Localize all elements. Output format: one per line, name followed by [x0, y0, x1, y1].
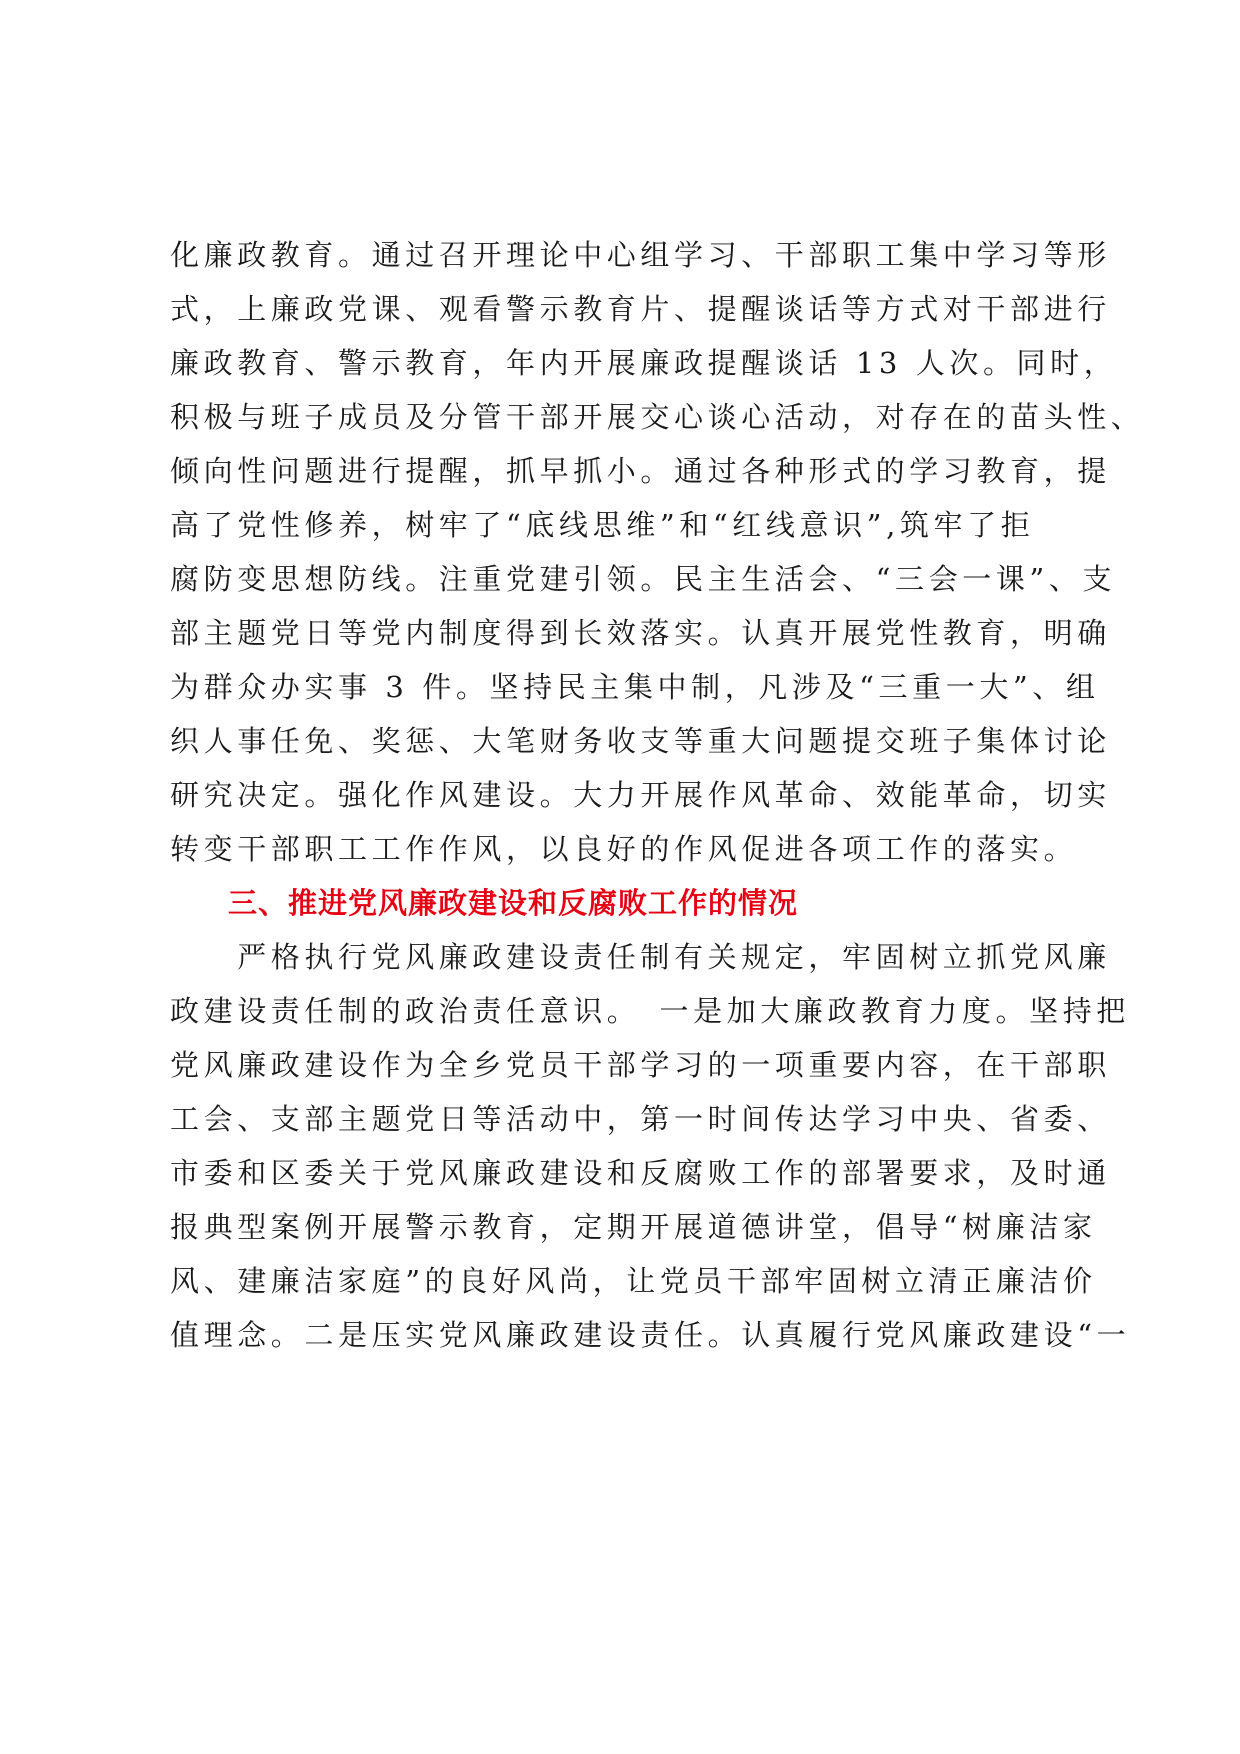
paragraph-line: 研究决定。强化作风建设。大力开展作风革命、效能革命，切实 — [170, 778, 1111, 812]
paragraph-line: 报典型案例开展警示教育，定期开展道德讲堂，倡导“树廉洁家 — [170, 1210, 1097, 1244]
paragraph-line: 值理念。二是压实党风廉政建设责任。认真履行党风廉政建设“一 — [170, 1318, 1131, 1352]
paragraph-line: 严格执行党风廉政建设责任制有关规定，牢固树立抓党风廉 — [170, 940, 1111, 974]
paragraph-line: 转变干部职工工作作风，以良好的作风促进各项工作的落实。 — [170, 832, 1078, 866]
paragraph-line: 高了党性修养，树牢了“底线思维”和“红线意识”,筑牢了拒 — [170, 508, 1035, 542]
paragraph-line: 党风廉政建设作为全乡党员干部学习的一项重要内容，在干部职 — [170, 1048, 1111, 1082]
paragraph-line: 倾向性问题进行提醒，抓早抓小。通过各种形式的学习教育，提 — [170, 454, 1111, 488]
paragraph-line: 市委和区委关于党风廉政建设和反腐败工作的部署要求，及时通 — [170, 1156, 1111, 1190]
section-heading: 三、推进党风廉政建设和反腐败工作的情况 — [228, 886, 799, 920]
paragraph-line: 腐防变思想防线。注重党建引领。民主生活会、“三会一课”、支 — [170, 562, 1117, 596]
paragraph-line: 风、建廉洁家庭”的良好风尚，让党员干部牢固树立清正廉洁价 — [170, 1264, 1097, 1298]
paragraph-line: 化廉政教育。通过召开理论中心组学习、干部职工集中学习等形 — [170, 238, 1111, 272]
paragraph-line: 部主题党日等党内制度得到长效落实。认真开展党性教育，明确 — [170, 616, 1111, 650]
paragraph-line: 为群众办实事 3 件。坚持民主集中制，凡涉及“三重一大”、组 — [170, 670, 1100, 704]
paragraph-line: 积极与班子成员及分管干部开展交心谈心活动，对存在的苗头性、 — [170, 400, 1145, 434]
paragraph-line: 式，上廉政党课、观看警示教育片、提醒谈话等方式对干部进行 — [170, 292, 1111, 326]
paragraph-line: 廉政教育、警示教育，年内开展廉政提醒谈话 13 人次。同时， — [170, 346, 1118, 380]
paragraph-line: 政建设责任制的政治责任意识。 一是加大廉政教育力度。坚持把 — [170, 994, 1130, 1028]
paragraph-line: 织人事任免、奖惩、大笔财务收支等重大问题提交班子集体讨论 — [170, 724, 1111, 758]
paragraph-line: 工会、支部主题党日等活动中，第一时间传达学习中央、省委、 — [170, 1102, 1111, 1136]
